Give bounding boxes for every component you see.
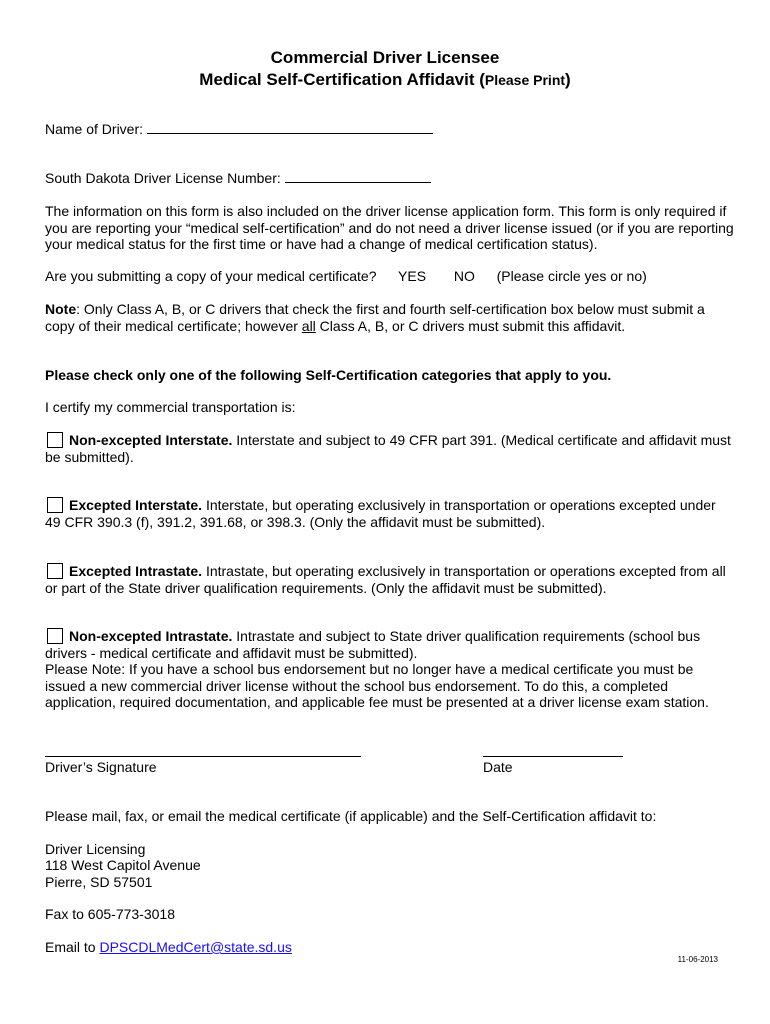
driver-name-field[interactable] xyxy=(147,121,433,134)
category-text: Interstate and subject to 49 CFR part 391. (Medical certificate and affidavit must be submitted). xyxy=(45,432,731,465)
category-title: Excepted Interstate. xyxy=(69,497,203,513)
category-excepted-intrastate xyxy=(45,563,735,596)
checkbox-non-excepted-interstate[interactable] xyxy=(47,432,63,448)
certify-intro: I certify my commercial transportation is: xyxy=(45,399,296,415)
address-line-3: Pierre, SD 57501 xyxy=(45,874,153,890)
date-line[interactable] xyxy=(483,756,623,757)
driver-name-row xyxy=(45,121,433,137)
category-title: Non-excepted Interstate. xyxy=(69,432,233,448)
submit-question-text: Are you submitting a copy of your medical certificate? xyxy=(45,268,377,284)
note-text-before: : Only Class A, B, or C drivers that check the first and fourth self-certification box below must submit a copy of their medical certificate; however xyxy=(45,301,705,334)
title-please-print: Please Print xyxy=(484,72,566,88)
category-excepted-interstate xyxy=(45,497,735,530)
license-number-label: South Dakota Driver License Number: xyxy=(45,170,281,186)
category-title: Non-excepted Intrastate. xyxy=(69,628,233,644)
submit-question-row xyxy=(45,268,647,284)
checkbox-excepted-interstate[interactable] xyxy=(47,497,63,513)
school-bus-note: Please Note: If you have a school bus endorsement but no longer have a medical certificate you must be issued a new commercial driver license without the school bus endorsement. To do this, a completed application, required documentation, and applicable fee must be presented at a driver license exam station. xyxy=(45,661,709,710)
category-text: Interstate, but operating exclusively in transportation or operations excepted under 49 CFR 390.3 (f), 391.2, 391.68, or 398.3. (Only the affidavit must be submitted). xyxy=(45,497,716,530)
email-link[interactable]: DPSCDLMedCert@state.sd.us xyxy=(99,939,292,955)
fax-line: Fax to 605-773-3018 xyxy=(45,906,175,922)
category-title: Excepted Intrastate. xyxy=(69,563,203,579)
driver-name-label: Name of Driver: xyxy=(45,121,144,137)
driver-signature-label: Driver’s Signature xyxy=(45,759,157,775)
note-text-after: Class A, B, or C drivers must submit this affidavit. xyxy=(315,317,626,334)
title-line-2-main: Medical Self-Certification Affidavit ( xyxy=(199,70,485,89)
note-paragraph xyxy=(45,301,735,334)
title-line-2 xyxy=(0,69,770,91)
intro-paragraph: The information on this form is also included on the driver license application form. This form is only required if you are reporting your “medical self-certification” and do not need a driver license issued (or if you are reporting your medical status for the first time or have had a change of medical certification status). xyxy=(45,203,734,252)
email-label: Email to xyxy=(45,939,100,955)
category-instruction: Please check only one of the following Self-Certification categories that apply to you. xyxy=(45,367,612,383)
category-text: Intrastate, but operating exclusively in transportation or operations excepted from all or part of the State driver qualification requirements. (Only the affidavit must be submitted). xyxy=(45,563,726,596)
title-line-2-close: ) xyxy=(565,70,571,89)
address-line-2: 118 West Capitol Avenue xyxy=(45,857,201,873)
license-number-field[interactable] xyxy=(285,170,431,183)
email-row xyxy=(45,939,292,955)
category-text: Intrastate and subject to State driver qualification requirements (school bus drivers - medical certificate and affidavit must be submitted). xyxy=(45,628,701,661)
form-title xyxy=(0,47,770,91)
yes-option[interactable]: YES xyxy=(398,268,427,284)
address-line-1: Driver Licensing xyxy=(45,841,146,857)
no-option[interactable]: NO xyxy=(453,268,475,284)
checkbox-non-excepted-intrastate[interactable] xyxy=(47,628,63,644)
date-label: Date xyxy=(483,759,513,775)
mail-instruction: Please mail, fax, or email the medical certificate (if applicable) and the Self-Certification affidavit to: xyxy=(45,808,657,824)
license-number-row xyxy=(45,170,431,186)
title-line-1: Commercial Driver Licensee xyxy=(270,48,500,67)
category-non-excepted-intrastate xyxy=(45,628,735,711)
revision-date: 11-06-2013 xyxy=(677,955,718,964)
driver-signature-line[interactable] xyxy=(45,756,361,757)
note-label: Note xyxy=(45,301,77,317)
circle-hint: (Please circle yes or no) xyxy=(496,268,647,284)
checkbox-excepted-intrastate[interactable] xyxy=(47,563,63,579)
category-non-excepted-interstate xyxy=(45,432,735,465)
note-underlined: all xyxy=(301,317,316,334)
